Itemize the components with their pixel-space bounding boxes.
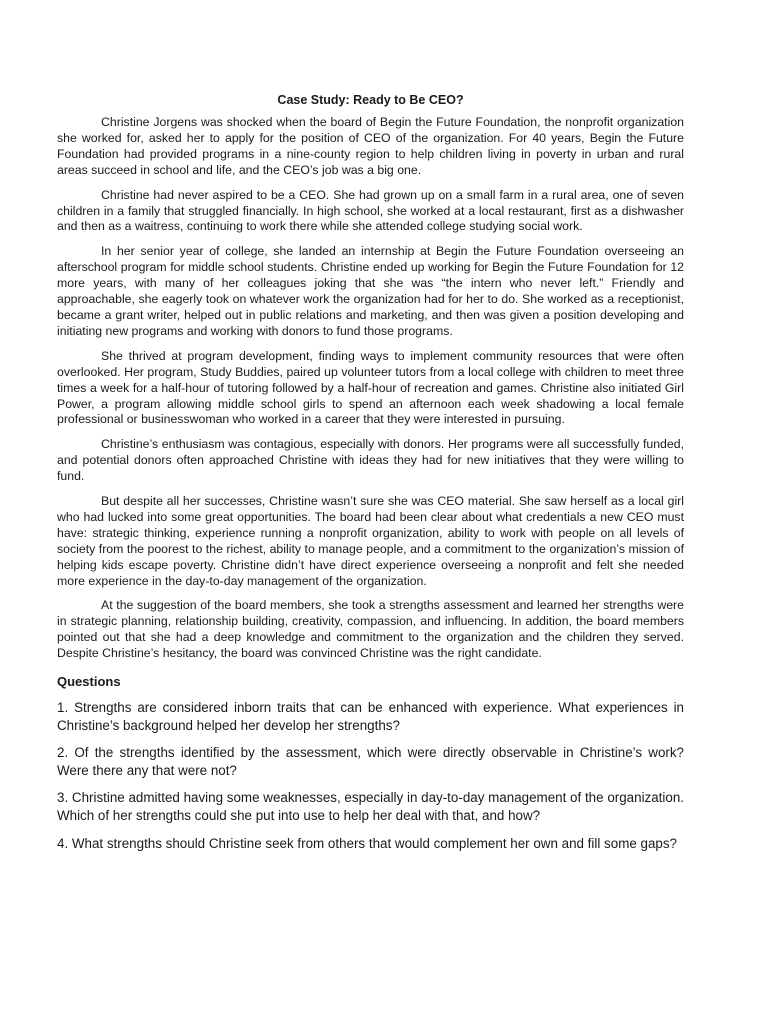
paragraph-3: In her senior year of college, she landed an internship at Begin the Future Foundation overseeing an afterschool program for middle school students. Christine ended up working for Begin the Future Foundation for 12 more years, with many of her colleagues joking that she was “the intern who never left.” Friendly and approachable, she eagerly took on whatever work the organization had for her to do. She worked as a receptionist, became a grant writer, helped out in public relations and marketing, and then was given a position developing and initiating new programs and working with donors to fund those programs. [57,244,684,338]
paragraph-7: At the suggestion of the board members, she took a strengths assessment and learned her strengths were in strategic planning, relationship building, creativity, compassion, and influencing. In addition, the board members pointed out that she had a deep knowledge and commitment to the organization and the children they served. Despite Christine’s hesitancy, the board was convinced Christine was the right candidate. [57,598,684,661]
paragraph-5: Christine’s enthusiasm was contagious, especially with donors. Her programs were all successfully funded, and potential donors often approached Christine with ideas they had for new initiatives that they were willing to fund. [57,437,684,484]
question-4: 4. What strengths should Christine seek from others that would complement her own and fill some gaps? [57,835,677,851]
paragraph-2: Christine had never aspired to be a CEO. She had grown up on a small farm in a rural area, one of seven children in a family that struggled financially. In high school, she worked at a local restaurant, first as a dishwasher and then as a waitress, continuing to work there while she attended college studying social work. [57,187,684,234]
paragraph-4: She thrived at program development, finding ways to implement community resources that were often overlooked. Her program, Study Buddies, paired up volunteer tutors from a local college with children to meet three times a week for a half-hour of tutoring followed by a half-hour of recreation and games. Christine also initiated Girl Power, a program allowing middle school girls to spend an afternoon each week shadowing a local female professional or businesswoman who worked in a career that they were interested in pursuing. [57,348,684,427]
document-title: Case Study: Ready to Be CEO? [277,93,464,107]
question-1: 1. Strengths are considered inborn traits that can be enhanced with experience. What experiences in Christine’s background helped her develop her strengths? [57,700,684,733]
paragraph-1: Christine Jorgens was shocked when the board of Begin the Future Foundation, the nonprofit organization she worked for, asked her to apply for the position of CEO of the organization. For 40 years, Begin the Future Foundation had provided programs in a nine-county region to help children living in poverty in urban and rural areas succeed in school and life, and the CEO’s job was a big one. [57,115,684,177]
questions-heading: Questions [57,674,121,690]
question-2: 2. Of the strengths identified by the assessment, which were directly observable in Christine’s work? Were there any that were not? [57,745,684,778]
question-3: 3. Christine admitted having some weaknesses, especially in day-to-day management of the organization. Which of her strengths could she put into use to help her deal with that, and how? [57,790,684,824]
paragraph-6: But despite all her successes, Christine wasn’t sure she was CEO material. She saw herself as a local girl who had lucked into some great opportunities. The board had been clear about what credentials a new CEO must have: strategic thinking, experience running a nonprofit organization, ability to work with people on all levels of society from the poorest to the richest, ability to manage people, and a commitment to the organization’s mission of helping kids escape poverty. Christine didn’t have direct experience overseeing a nonprofit and felt she needed more experience in the day-to-day management of the organization. [57,494,684,588]
document-page [57,92,684,862]
